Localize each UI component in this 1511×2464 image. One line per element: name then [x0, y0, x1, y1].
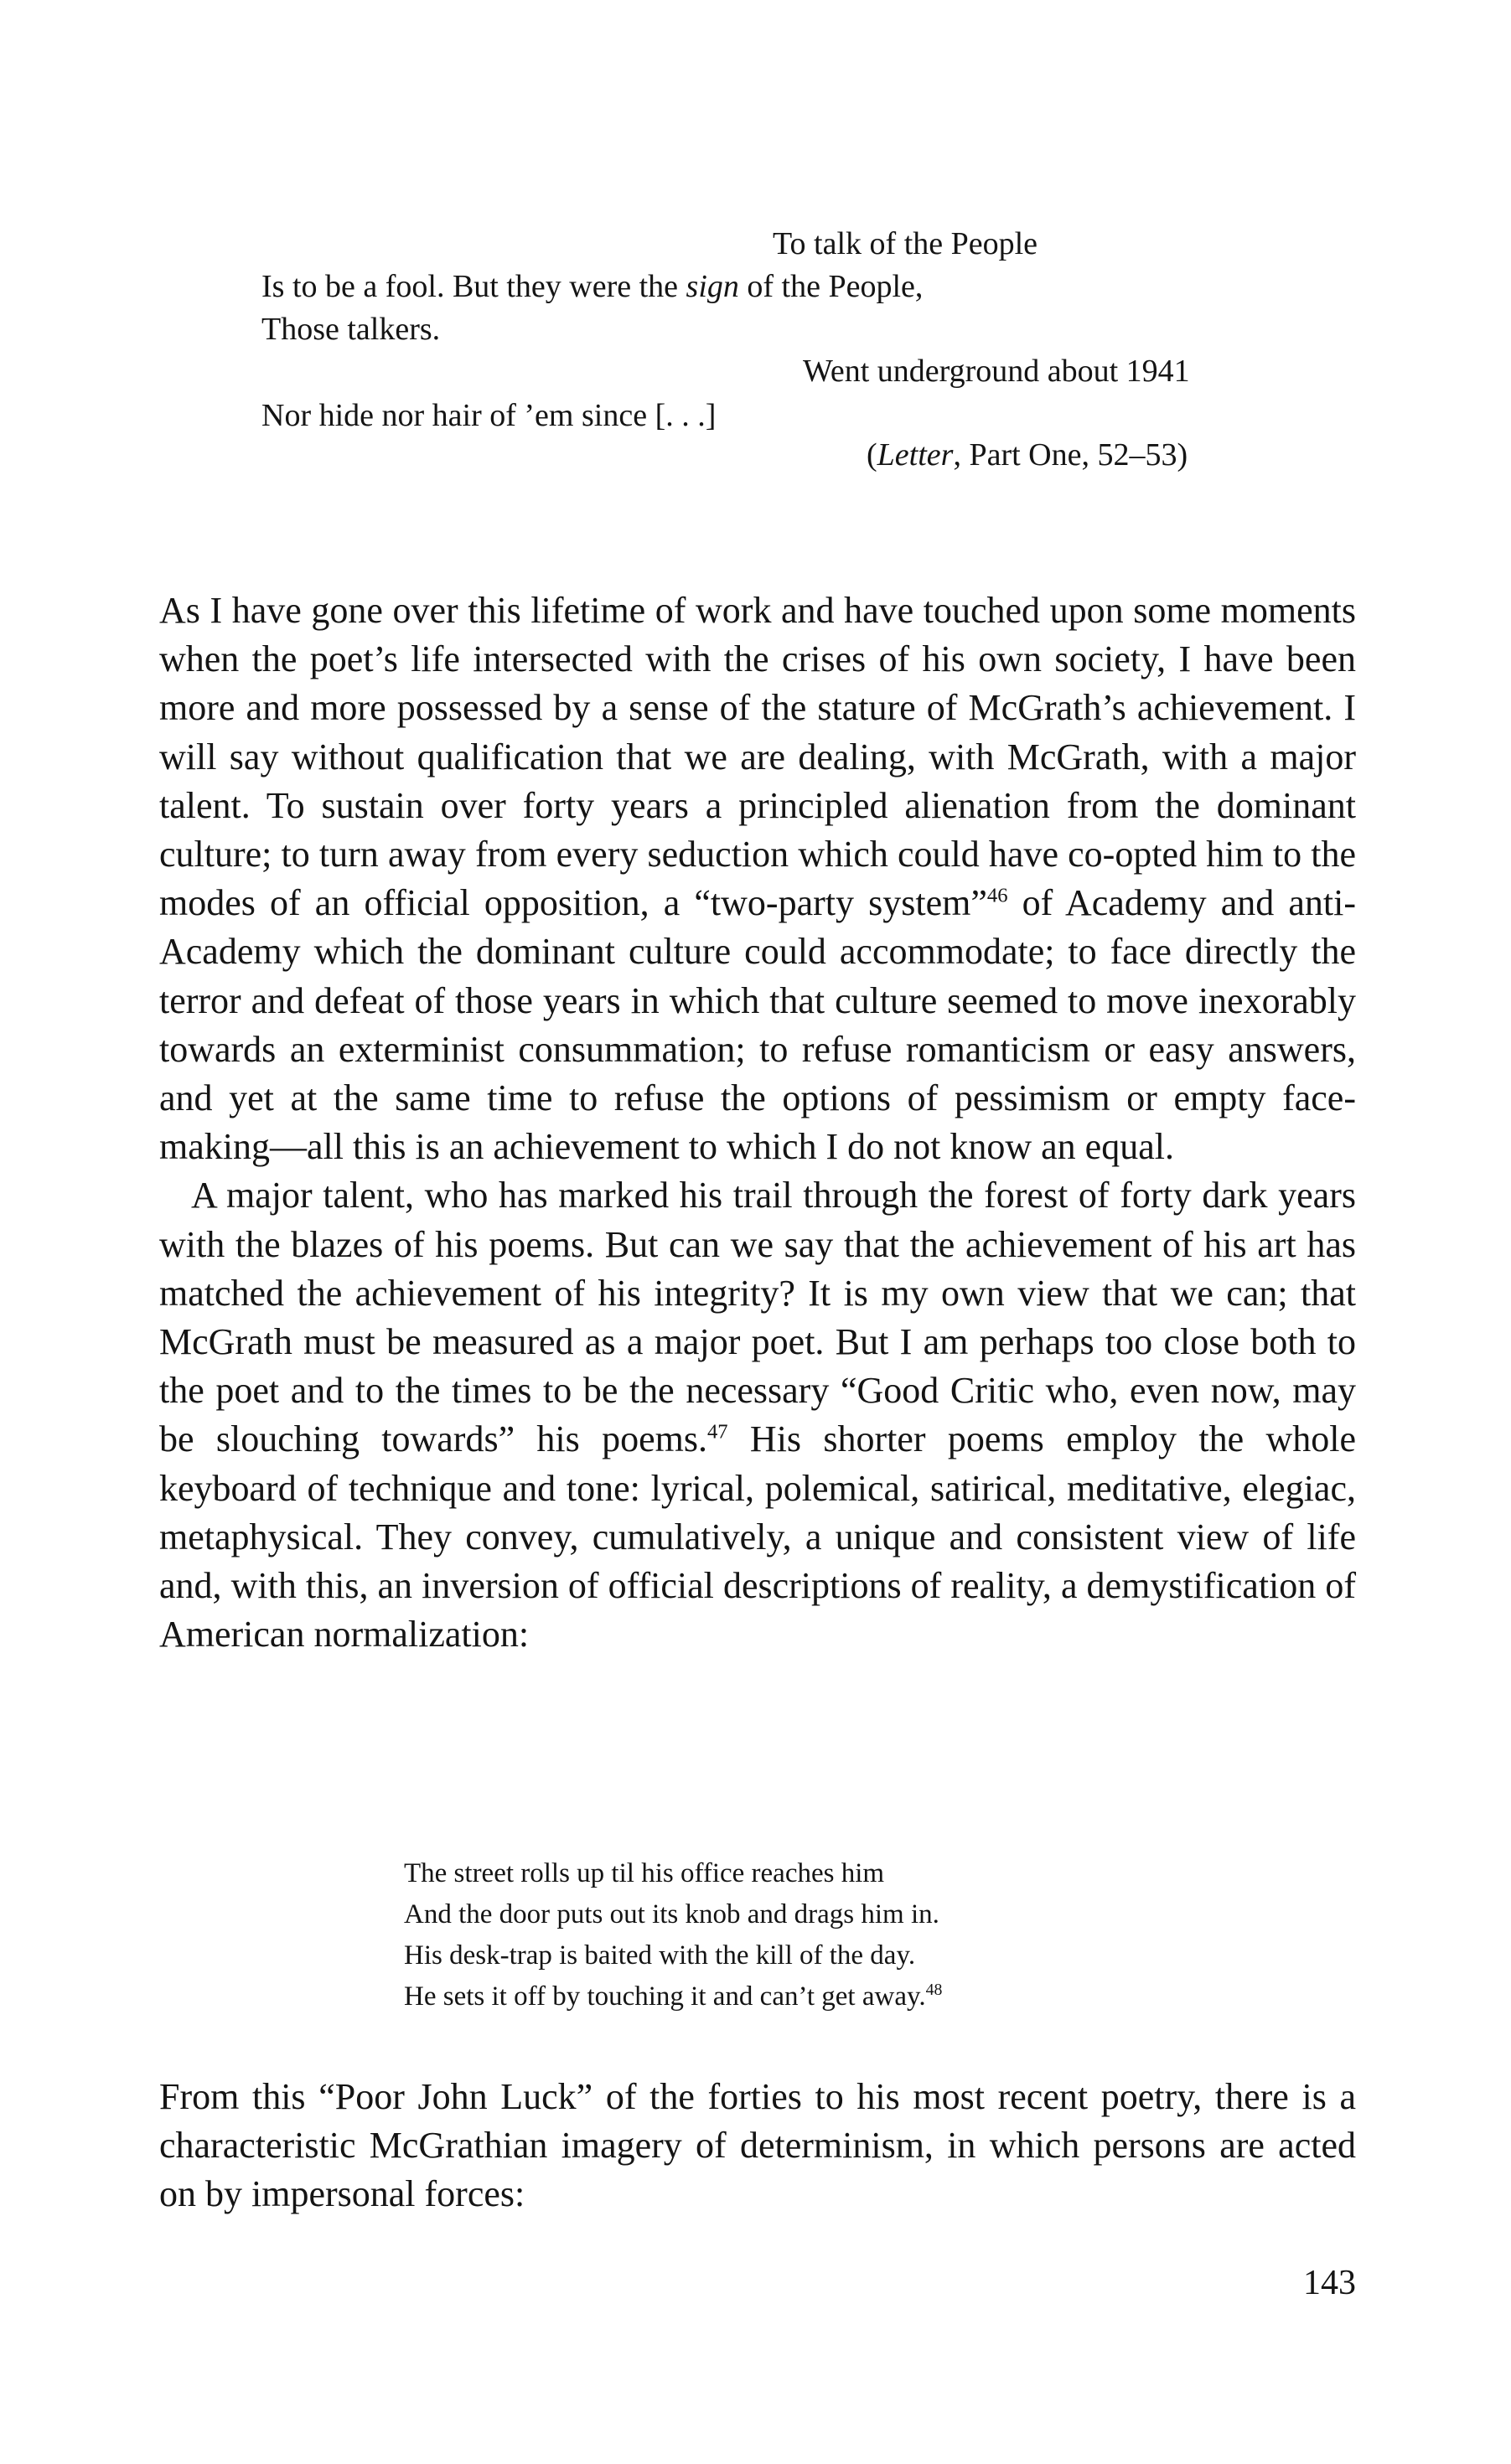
poem-line-3: His desk-trap is baited with the kill of the day. — [404, 1940, 916, 1971]
body-text — [159, 586, 1356, 1659]
epigraph-line-5: Nor hide nor hair of ’em since [. . .] — [261, 398, 717, 433]
epigraph-line-2: Is to be a fool. But they were the sign of the People, — [261, 269, 924, 304]
footnote-ref-46: 46 — [986, 884, 1008, 907]
paragraph-3: From this “Poor John Luck” of the forties to his most recent poetry, there is a characteristic McGrathian imagery of determinism, in which persons are acted on by impersonal forces: — [159, 2076, 1356, 2215]
footnote-ref-47: 47 — [706, 1420, 728, 1444]
poem-line-1: The street rolls up til his office reaches him — [404, 1858, 885, 1888]
poem-quote — [404, 1853, 942, 2017]
epigraph-line-3: Those talkers. — [261, 312, 441, 347]
page-number: 143 — [1303, 2264, 1356, 2302]
epigraph-line-1: To talk of the People — [773, 226, 1038, 261]
poem-line-2: And the door puts out its knob and drags him in. — [404, 1899, 939, 1929]
epigraph-line-4: Went underground about 1941 — [803, 354, 1190, 389]
epigraph-source: (Letter, Part One, 52–53) — [867, 437, 1188, 473]
paragraph-1: As I have gone over this lifetime of work and have touched upon some moments when the poet’s life intersected with the crises of his own society, I have been more and more possessed by a sense of the stature of McGrath’s achievement. I will say without qualification that we are dealing, with McGrath, with a major talent. To sustain over forty years a principled alienation from the dominant culture; to turn away from every seduction which could have co-opted him to the modes of an official opposition, a “two-party system”$^{46}$ of Academy and anti-Academy which the dominant culture could accommodate; to face directly the terror and defeat of those years in which that culture seemed to move inexorably towards an exterminist consummation; to refuse romanticism or easy answers, and yet at the same time to refuse the options of pessimism or empty face-making—all this is an achievement to which I do not know an equal. — [159, 590, 1356, 1168]
poem-line-4: He sets it off by touching it and can’t get away.$^{48}$ — [404, 1981, 943, 2012]
paragraph-2: A major talent, who has marked his trail through the forest of forty dark years with the blazes of his poems. But can we say that the achievement of his art has matched the achievement of his integrity? It is my own view that we can; that McGrath must be measured as a major poet. But I am perhaps too close both to the poet and to the times to be the necessary “Good Critic who, even now, may be slouching towards” his poems.$^{47}$ His shorter poems employ the whole keyboard of technique and tone: lyrical, polemical, satirical, meditative, elegiac, metaphysical. They convey, cumulatively, a unique and consistent view of life and, with this, an inversion of official descriptions of reality, a demystification of American normalization: — [159, 1175, 1356, 1656]
epigraph-emphasis: sign — [686, 269, 739, 304]
epigraph-source-title: Letter — [877, 437, 954, 473]
footnote-ref-48: 48 — [925, 1981, 943, 1999]
